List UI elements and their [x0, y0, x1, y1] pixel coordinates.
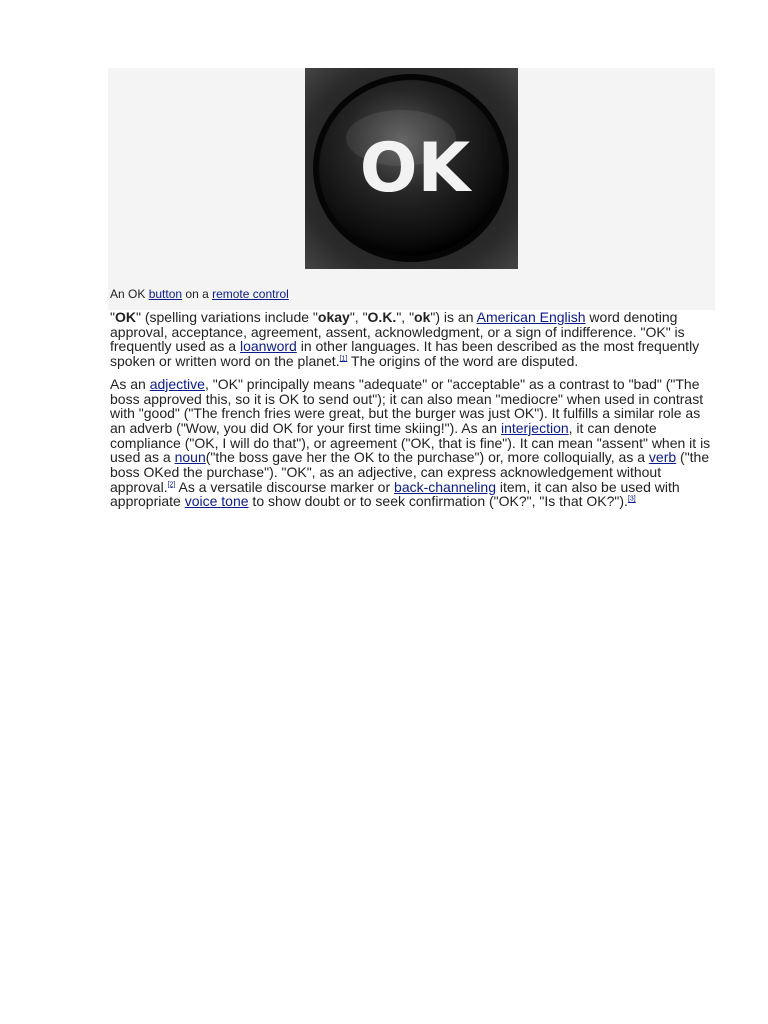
- verb-link[interactable]: verb: [648, 449, 677, 466]
- term-o-k: O.K.: [367, 309, 397, 325]
- voice-tone-link[interactable]: voice tone: [184, 493, 249, 510]
- caption-text: An OK: [110, 287, 149, 301]
- paragraph-usage: As an adjective, "OK" principally means "adequate" or "acceptable" as a contrast to "bad" ("The boss approved this, so it is OK to send out"); it can also mean "mediocre" when used in contrast with "good" ("The french fries were great, but the burger was just OK"). It fulfills a similar role as an adverb ("Wow, you did OK for your first time skiing!"). As an interjection, it can denote compliance ("OK, I will do that"), or agreement ("OK, that is fine"). It can mean "assent" when it is used as a noun("the boss gave her the OK to the purchase") or, more colloquially, as a verb ("the boss OKed the purchase"). "OK", as an adjective, can express acknowledgement without approval.[2] As a versatile discourse marker or back-channeling item, it can also be used with appropriate voice tone to show doubt or to seek confirmation ("OK?", "Is that OK?").[3]: [110, 375, 711, 510]
- paragraph-intro: "OK" (spelling variations include "okay", "O.K.", "ok") is an American English word denoting approval, acceptance, agreement, assent, acknowledgment, or a sign of indifference. "OK" is frequently used as a loanword in other languages. It has been described as the most frequently spoken or written word on the planet.[1] The origins of the word are disputed.: [110, 309, 700, 370]
- term-okay: okay: [317, 309, 350, 325]
- button-link[interactable]: button: [148, 287, 183, 301]
- ok-button-image[interactable]: [305, 68, 518, 269]
- article-body: [110, 310, 716, 517]
- adjective-link[interactable]: adjective: [149, 375, 205, 392]
- figure-box: [108, 68, 715, 310]
- reference-1-link[interactable]: [1]: [339, 355, 348, 363]
- remote-control-link[interactable]: remote control: [212, 287, 289, 301]
- term-ok-lower: ok: [414, 309, 431, 325]
- american-english-link[interactable]: American English: [476, 309, 586, 325]
- reference-3-link[interactable]: [3]: [627, 495, 636, 503]
- back-channeling-link[interactable]: back-channeling: [394, 478, 496, 495]
- noun-link[interactable]: noun: [174, 449, 206, 466]
- figure-caption: [110, 286, 289, 302]
- ok-label: OK: [359, 129, 471, 208]
- reference-2-link[interactable]: [2]: [167, 481, 176, 489]
- ok-button-photo-icon: [305, 68, 518, 269]
- caption-text: on a: [182, 287, 213, 301]
- interjection-link[interactable]: interjection: [500, 419, 569, 436]
- loanword-link[interactable]: loanword: [239, 338, 297, 355]
- term-ok: OK: [114, 309, 136, 325]
